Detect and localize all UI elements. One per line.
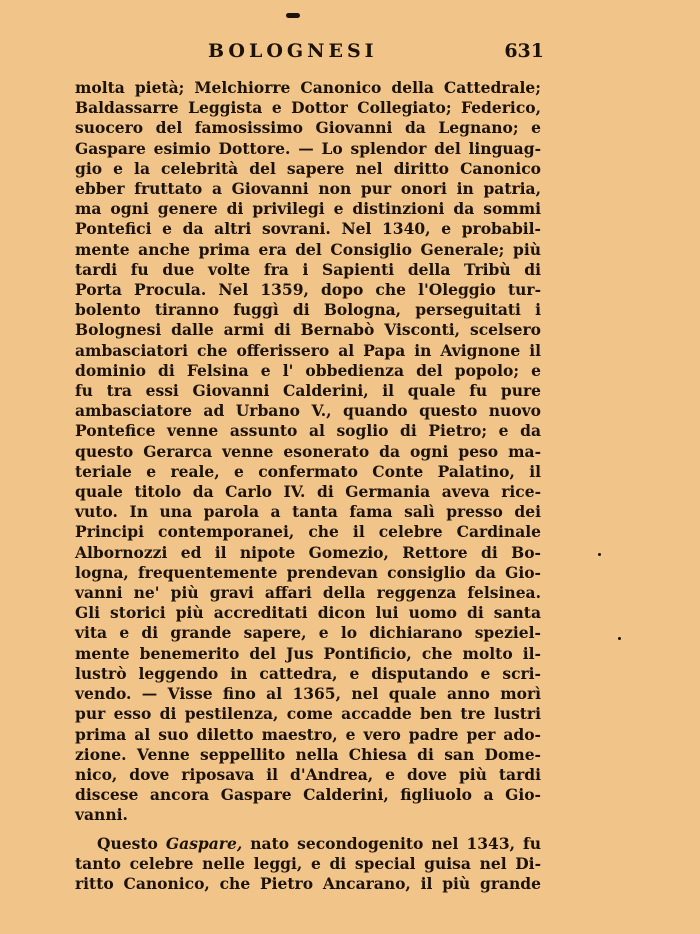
ink-speck: [598, 553, 601, 556]
text-line: Questo Gaspare, nato secondogenito nel 1343, fu: [97, 833, 541, 853]
text-line: bolento tiranno fuggì di Bologna, perseguitati i: [75, 300, 541, 320]
text-line: Baldassarre Leggista e Dottor Collegiato; Federico,: [75, 98, 541, 118]
text-line: discese ancora Gaspare Calderini, figliuolo a Gio-: [75, 785, 541, 805]
text-line: Gaspare esimio Dottore. — Lo splendor del linguag-: [75, 138, 541, 158]
text-line: vanni ne' più gravi affari della reggenza felsinea.: [75, 583, 541, 603]
page-number: 631: [504, 40, 544, 62]
text-line: ebber fruttato a Giovanni non pur onori in patria,: [75, 179, 541, 199]
page-header: [74, 40, 544, 64]
text-line: Porta Procula. Nel 1359, dopo che l'Oleggio tur-: [75, 280, 541, 300]
text-line: molta pietà; Melchiorre Canonico della Cattedrale;: [75, 78, 541, 97]
text-line: mente benemerito del Jus Pontificio, che molto il-: [75, 643, 541, 663]
body-text: [75, 78, 541, 894]
text-line: Gli storici più accreditati dicon lui uomo di santa: [75, 603, 541, 623]
text-line: quale titolo da Carlo IV. di Germania aveva rice-: [75, 482, 541, 502]
text-line: lustrò leggendo in cattedra, e disputando e scri-: [75, 663, 541, 683]
text-line: tardi fu due volte fra i Sapienti della Tribù di: [75, 259, 541, 279]
text-line: Principi contemporanei, che il celebre Cardinale: [75, 522, 541, 542]
text-line: Pontefice venne assunto al soglio di Pietro; e da: [75, 421, 541, 441]
text-line: questo Gerarca venne esonerato da ogni peso ma-: [75, 441, 541, 461]
text-line: mente anche prima era del Consiglio Generale; più: [75, 239, 541, 259]
paragraph-2: [75, 834, 541, 895]
text-line: vendo. — Visse fino al 1365, nel quale anno morì: [75, 684, 541, 704]
text-line: nico, dove riposava il d'Andrea, e dove più tardi: [75, 764, 541, 784]
text-line: teriale e reale, e confermato Conte Palatino, il: [75, 461, 541, 481]
paragraph-1: [75, 78, 541, 826]
text-line: ritto Canonico, che Pietro Ancarano, il più grande: [75, 873, 541, 893]
text-line: vita e di grande sapere, e lo dichiarano speziel-: [75, 623, 541, 643]
italic-name: Gaspare,: [165, 833, 243, 853]
text-line: vanni.: [75, 805, 128, 825]
text-line: vuto. In una parola a tanta fama salì presso dei: [75, 502, 541, 522]
text-line: Pontefici e da altri sovrani. Nel 1340, e probabil-: [75, 219, 541, 239]
text-line: pur esso di pestilenza, come accadde ben tre lustri: [75, 704, 541, 724]
text-line: ambasciatori che offerissero al Papa in Avignone il: [75, 340, 541, 360]
running-title: BOLOGNESI: [208, 40, 378, 62]
text-line: prima al suo diletto maestro, e vero padre per ado-: [75, 724, 541, 744]
text-line: gio e la celebrità del sapere nel diritto Canonico: [75, 158, 541, 178]
text-line: Albornozzi ed il nipote Gomezio, Rettore di Bo-: [75, 542, 541, 562]
text-line: suocero del famosissimo Giovanni da Legnano; e: [75, 118, 541, 138]
text-line: dominio di Felsina e l' obbedienza del popolo; e: [75, 360, 541, 380]
text-line: Bolognesi dalle armi di Bernabò Visconti, scelsero: [75, 320, 541, 340]
text-line: logna, frequentemente prendevan consiglio da Gio-: [75, 562, 541, 582]
text-line: fu tra essi Giovanni Calderini, il quale fu pure: [75, 381, 541, 401]
text-line: ma ogni genere di privilegi e distinzioni da sommi: [75, 199, 541, 219]
ink-speck: [618, 637, 621, 640]
text-line: tanto celebre nelle leggi, e di special guisa nel Di-: [75, 853, 541, 873]
ink-mark: [286, 13, 300, 18]
text-line: zione. Venne seppellito nella Chiesa di san Dome-: [75, 744, 541, 764]
text-line: ambasciatore ad Urbano V., quando questo nuovo: [75, 401, 541, 421]
